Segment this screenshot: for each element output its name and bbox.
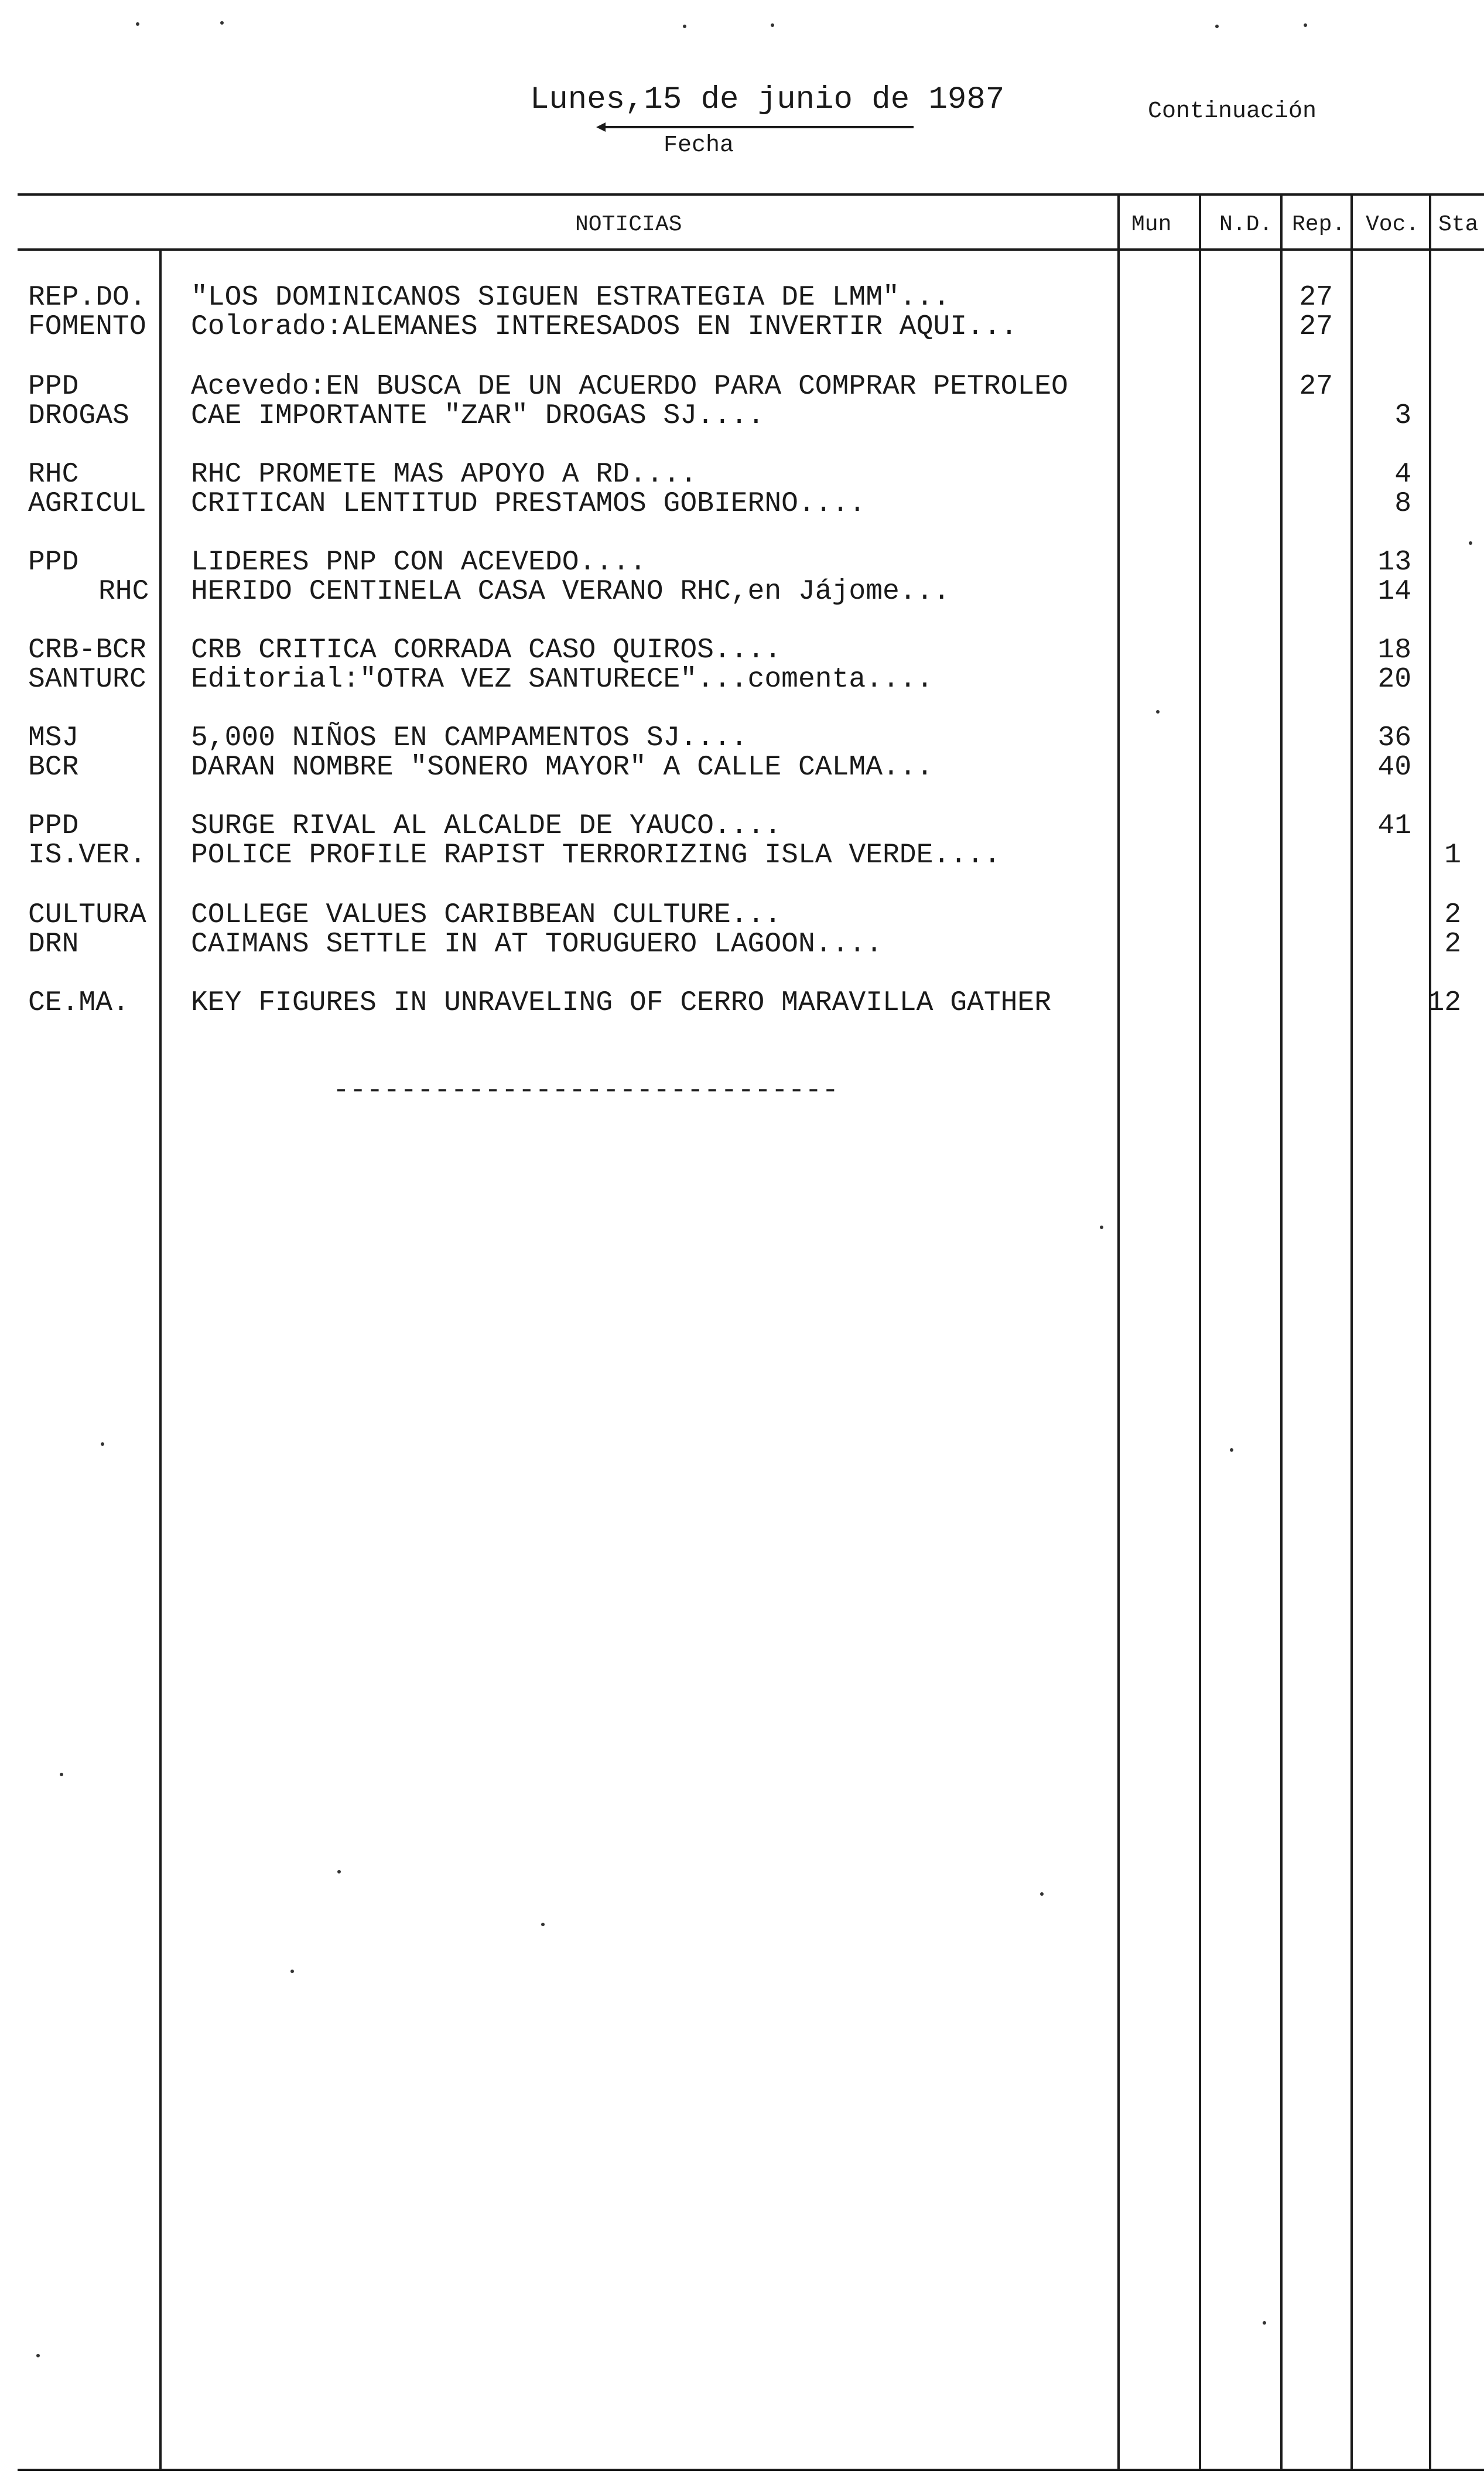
page-date: Lunes,15 de junio de 1987 (530, 82, 1005, 118)
row-tag: AGRICUL (28, 488, 146, 520)
row-tag: CRB-BCR (28, 634, 146, 666)
mun-column-divider (1117, 193, 1120, 2469)
row-headline: KEY FIGURES IN UNRAVELING OF CERRO MARAVILLA GATHER (191, 987, 1052, 1019)
scan-speck (1100, 1226, 1103, 1229)
column-header-rep: Rep. (1292, 212, 1346, 237)
row-headline: 5,000 NIÑOS EN CAMPAMENTOS SJ.... (191, 722, 748, 754)
row-headline: "LOS DOMINICANOS SIGUEN ESTRATEGIA DE LMM"... (191, 282, 950, 313)
column-header-noticias: NOTICIAS (575, 212, 682, 237)
row-rep-page: 27 (1299, 311, 1333, 343)
row-rep-page: 27 (1299, 371, 1333, 402)
scan-speck (1263, 2321, 1266, 2325)
scan-speck (337, 1870, 341, 1873)
row-headline: SURGE RIVAL AL ALCALDE DE YAUCO.... (191, 810, 782, 842)
row-tag: REP.DO. (28, 282, 146, 313)
tag-column-divider (159, 248, 162, 2469)
row-voc-page: 36 (1377, 722, 1411, 754)
table-top-rule (18, 193, 1484, 196)
row-headline: CAE IMPORTANTE "ZAR" DROGAS SJ.... (191, 400, 765, 432)
scan-speck (136, 22, 139, 26)
scan-speck (101, 1442, 104, 1446)
row-headline: POLICE PROFILE RAPIST TERRORIZING ISLA VERDE.... (191, 839, 1001, 871)
row-voc-page: 20 (1377, 664, 1411, 695)
scan-speck (290, 1970, 294, 1973)
row-headline: RHC PROMETE MAS APOYO A RD.... (191, 459, 697, 490)
scan-speck (683, 25, 686, 28)
row-headline: CRITICAN LENTITUD PRESTAMOS GOBIERNO.... (191, 488, 866, 520)
row-voc-page: 4 (1394, 459, 1411, 490)
row-voc-page: 13 (1377, 547, 1411, 578)
row-voc-page: 40 (1377, 752, 1411, 783)
row-tag: BCR (28, 752, 79, 783)
row-tag: PPD (28, 371, 79, 402)
scan-speck (1215, 25, 1219, 28)
row-tag: DRN (28, 929, 79, 960)
scan-speck (1156, 710, 1160, 714)
column-header-nd: N.D. (1219, 212, 1273, 237)
row-tag: DROGAS (28, 400, 129, 432)
rep-column-divider (1280, 193, 1283, 2469)
scan-speck (1230, 1448, 1233, 1452)
nd-column-divider (1199, 193, 1201, 2469)
row-headline: COLLEGE VALUES CARIBBEAN CULTURE... (191, 899, 782, 931)
row-headline: LIDERES PNP CON ACEVEDO.... (191, 547, 647, 578)
row-tag: RHC (28, 459, 79, 490)
row-tag: MSJ (28, 722, 79, 754)
row-tag: SANTURC (28, 664, 146, 695)
row-headline: Colorado:ALEMANES INTERESADOS EN INVERTIR AQUI... (191, 311, 1018, 343)
row-headline: Acevedo:EN BUSCA DE UN ACUERDO PARA COMPRAR PETROLEO (191, 371, 1068, 402)
scan-speck (60, 1773, 63, 1776)
row-tag: PPD (28, 810, 79, 842)
row-sta-page: 2 (1444, 899, 1461, 931)
row-headline: CRB CRITICA CORRADA CASO QUIROS.... (191, 634, 782, 666)
column-header-sta: Sta (1438, 212, 1479, 237)
row-sta-page: 12 (1427, 987, 1461, 1019)
sta-column-divider (1429, 193, 1431, 2469)
continuation-label: Continuación (1148, 98, 1317, 125)
row-tag: CE.MA. (28, 987, 129, 1019)
row-voc-page: 8 (1394, 488, 1411, 520)
row-tag: RHC (98, 576, 149, 608)
row-voc-page: 3 (1394, 400, 1411, 432)
row-sta-page: 1 (1444, 839, 1461, 871)
row-tag: CULTURA (28, 899, 146, 931)
scan-speck (220, 21, 224, 25)
scan-speck (771, 23, 774, 27)
voc-column-divider (1350, 193, 1353, 2469)
end-divider: ------------------------------ (333, 1075, 839, 1107)
row-headline: HERIDO CENTINELA CASA VERANO RHC,en Jájome... (191, 576, 950, 608)
date-underline (603, 126, 914, 128)
row-tag: FOMENTO (28, 311, 146, 343)
table-header-rule (18, 248, 1484, 251)
scan-speck (36, 2354, 40, 2357)
scan-speck (1469, 541, 1472, 545)
row-sta-page: 2 (1444, 929, 1461, 960)
row-voc-page: 41 (1377, 810, 1411, 842)
row-voc-page: 14 (1377, 576, 1411, 608)
scan-speck (1304, 23, 1307, 27)
scan-speck (1040, 1892, 1044, 1896)
column-header-mun: Mun (1131, 212, 1172, 237)
row-rep-page: 27 (1299, 282, 1333, 313)
row-tag: IS.VER. (28, 839, 146, 871)
column-header-voc: Voc. (1366, 212, 1420, 237)
table-bottom-rule (18, 2469, 1484, 2471)
row-headline: Editorial:"OTRA VEZ SANTURECE"...comenta.... (191, 664, 934, 695)
row-headline: CAIMANS SETTLE IN AT TORUGUERO LAGOON.... (191, 929, 883, 960)
date-label: Fecha (664, 132, 734, 159)
row-headline: DARAN NOMBRE "SONERO MAYOR" A CALLE CALMA... (191, 752, 934, 783)
row-tag: PPD (28, 547, 79, 578)
row-voc-page: 18 (1377, 634, 1411, 666)
scan-speck (541, 1923, 545, 1926)
